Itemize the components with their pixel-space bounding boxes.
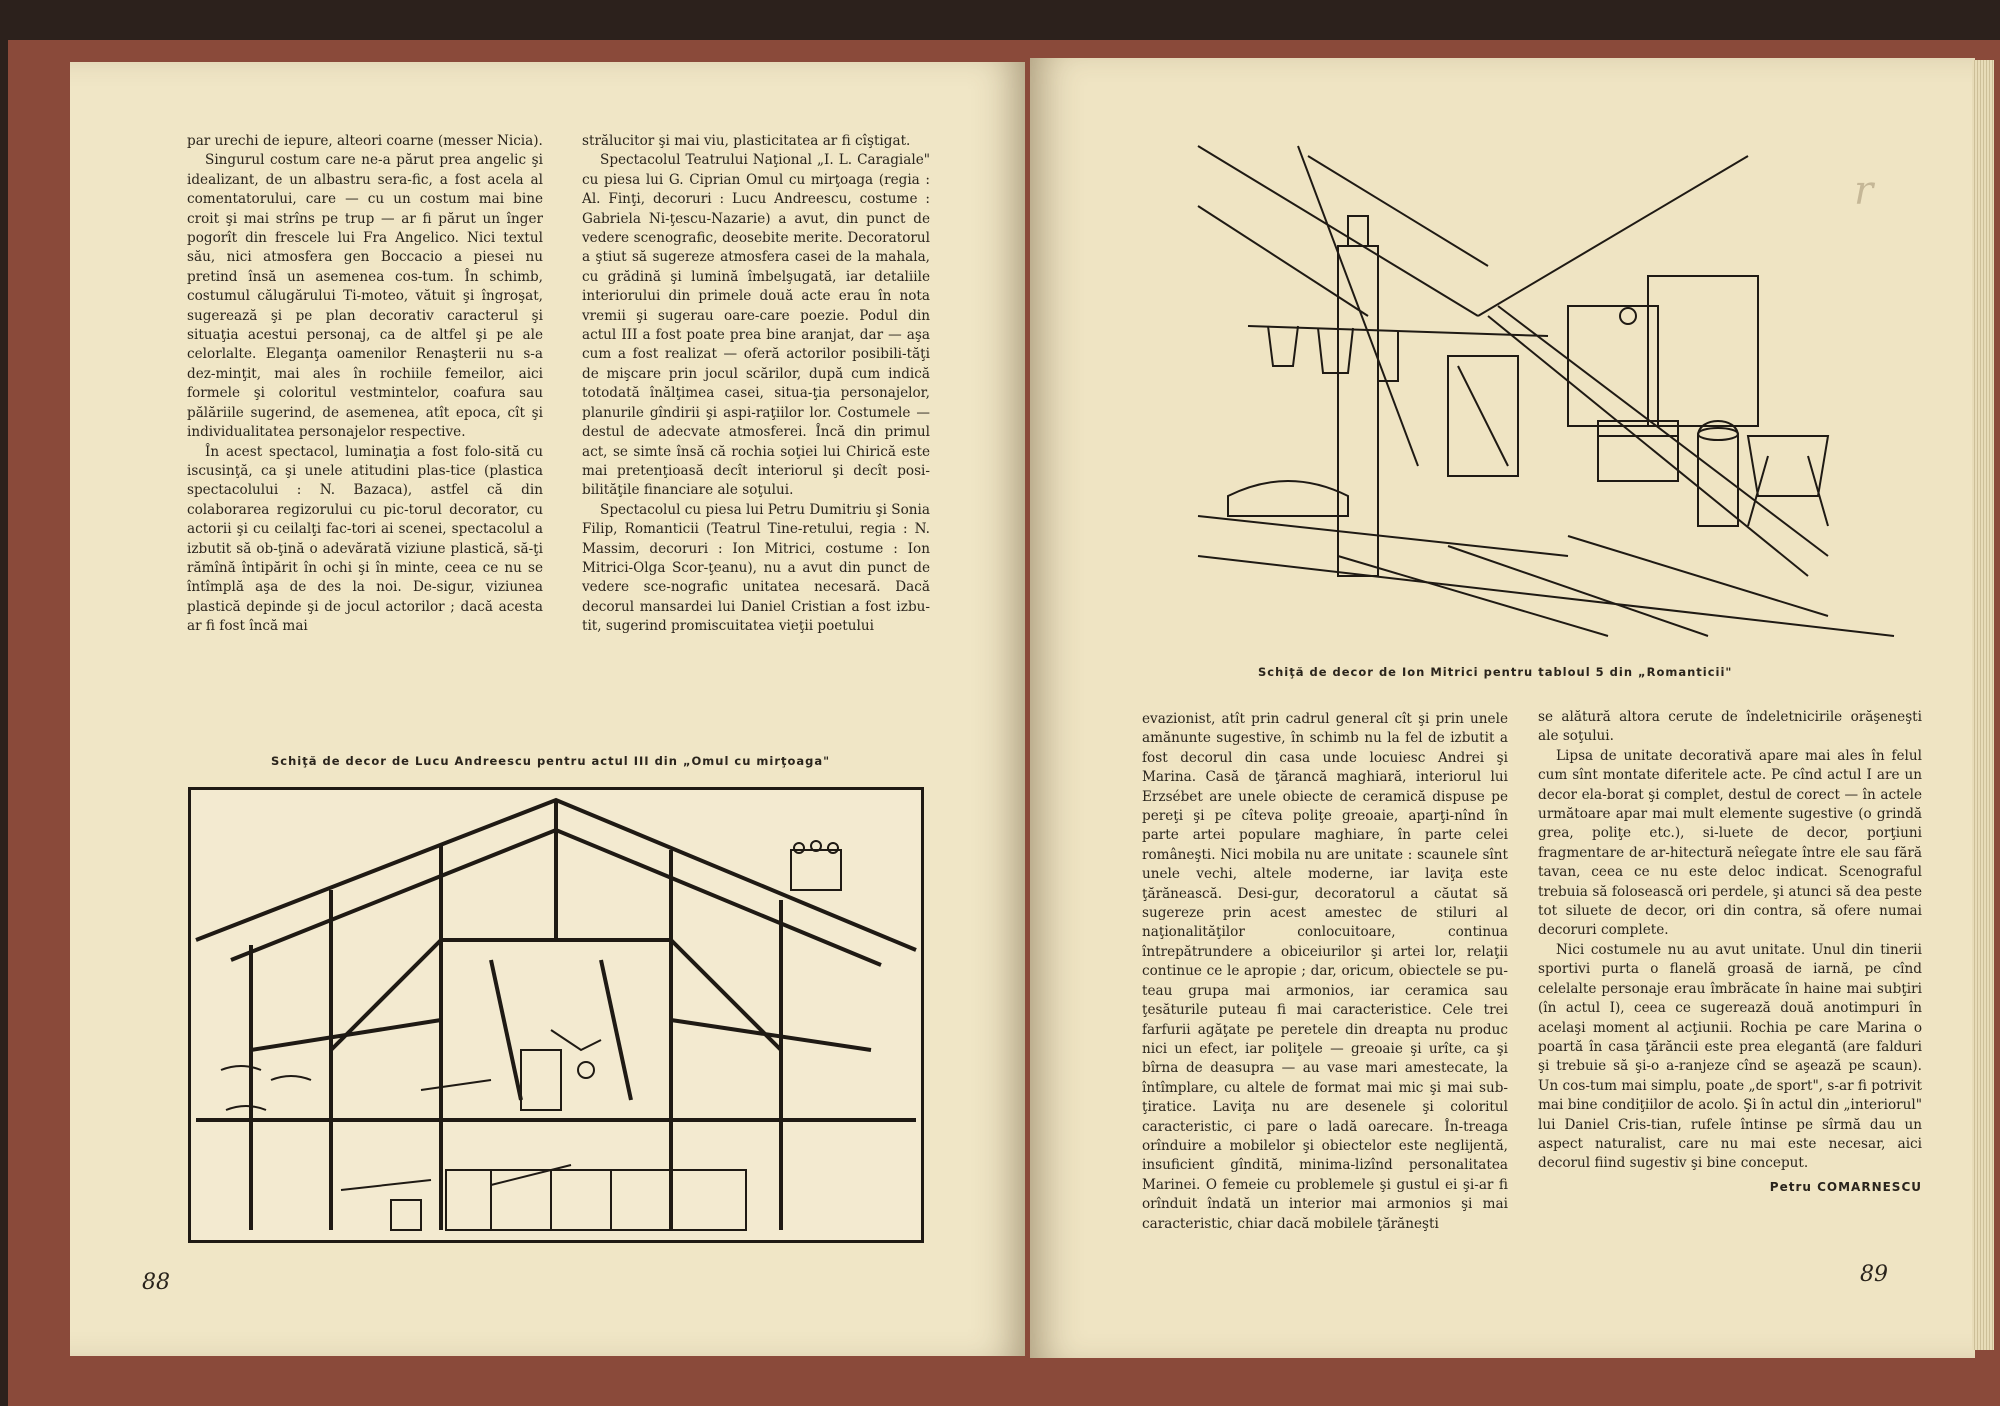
right-column-2 [1538,708,1922,1197]
attic-set-drawing [191,790,921,1240]
page-number-right: 89 [1860,1262,1888,1287]
author-signature: Petru COMARNESCU [1769,1179,1922,1194]
mansard-set-sketch [1188,136,1904,646]
right-sketch-caption: Schiţă de decor de Ion Mitrici pentru tabloul 5 din „Romanticii" [1258,665,1733,679]
paragraph: În acest spectacol, luminaţia a fost folo-sită cu iscusinţă, ca şi unele atitudini plas-tice (plastica spectacolului : N. Bazaca), astfel că din colaborarea regizorului cu pic-torul decorator, cu actorii şi cu ceilalţi fac-tori ai scenei, spectacolul a izbutit să ob-ţină o adevărată viziune plastică, să-ţi rămînă întipărit în ochi şi în minte, ceea ce nu se întîmplă aşa de des la noi. De-sigur, viziunea plastică depinde şi de jocul actorilor ; dacă acesta ar fi fost încă mai [187,443,543,635]
paragraph: Nici costumele nu au avut unitate. Unul din tinerii sportivi purta o flanelă groasă de iarnă, pe cînd celelalte personaje erau îmbrăcate în haine mai subţiri (în actul I), ceea ce sugerează două anotimpuri în acelaşi moment al acţiunii. Rochia pe care Marina o poartă în casa ţărăncii este prea elegantă (are falduri şi trebuie să şi-o a-ranjeze cînd se aşează pe scaun). Un cos-tum mai simplu, poate „de sport", s-ar fi potrivit mai bine condiţiilor de acolo. Şi în actul din „interiorul" lui Daniel Cris-tian, rufele întinse pe sîrmă dau un aspect naturalist, care nu mai este necesar, aici decorul fiind sugestiv şi bine conceput. [1538,941,1922,1172]
left-sketch-caption: Schiţă de decor de Lucu Andreescu pentru actul III din „Omul cu mirţoaga" [271,754,831,768]
right-column-2-text [1538,708,1922,1174]
paragraph: Spectacolul cu piesa lui Petru Dumitriu şi Sonia Filip, Romanticii (Teatrul Tine-retului, regia : N. Massim, decoruri : Ion Mitrici, costume : Ion Mitrici-Olga Scor-ţeanu), nu a avut din punct de vedere sce-nografic unitatea necesară. Dacă decorul mansardei lui Daniel Cristian a fost izbu-tit, sugerind promiscuitatea vieţii poetului [582,501,931,635]
left-column-1 [187,132,543,637]
right-column-1 [1142,710,1508,1234]
right-page [1030,58,1975,1358]
left-page [70,62,1025,1356]
paragraph: Spectacolul Teatrului Naţional „I. L. Caragiale" cu piesa lui G. Ciprian Omul cu mirţoaga (regia : Al. Finţi, decoruri : Lucu Andreescu, costume : Gabriela Ni-ţescu-Nazarie) a avut, din punct de vedere scenografic, deosebite merite. Decoratorul a ştiut să sugereze atmosfera casei de la mahala, cu grădină şi lumină îmbelşugată, iar detaliile interiorului din primele două acte erau în nota vremii şi sugerau oare-care poezie. Podul din actul III a fost poate prea bine aranjat, dar — aşa cum a fost realizat — oferă actorilor posibili-tăţi de mişcare prin jocul scărilor, după cum indică totodată înălţimea casei, situa-ţia personajelor, planurile gîndirii şi aspi-raţiilor lor. Costumele — destul de adecvate atmosferei. Încă din primul act, se simte însă că rochia soţiei lui Chirică este mai pretenţioasă decît interiorul şi decît posi-bilităţile financiare ale soţului. [582,152,930,499]
paragraph: se alătură altora cerute de îndeletnicirile orăşeneşti ale soţului. [1538,709,1922,745]
paragraph: strălucitor şi mai viu, plasticitatea ar fi cîştigat. [582,133,911,149]
paragraph: Singurul costum care ne-a părut prea angelic şi idealizant, de un albastru sera-fic, a fost acela al comentatorului, care — cu un costum mai bine croit şi mai strîns pe trup — ar fi părut un înger pogorît din frescele lui Fra Angelico. Nici textul său, nici atmosfera gen Boccacio a piesei nu pretind însă un asemenea cos-tum. În schimb, costumul călugărului Ti-moteo, vătuit şi îngroşat, sugerează şi pe plan decorativ caracterul şi situaţia acestui personaj, ca de altfel şi pe ale celorlalte. Eleganţa oamenilor Renaşterii nu s-a dez-minţit, mai ales în rochiile femeilor, aici formele şi coloritul vestmintelor, coafura sau pălăriile sugerind, de asemenea, atît epoca, cît şi individualitatea personajelor respective. [187,152,543,441]
paragraph: evazionist, atît prin cadrul general cît şi prin unele amănunte sugestive, în schimb nu la fel de izbutit a fost decorul din casa unde locuiesc Andrei şi Marina. Casă de ţărancă maghiară, interiorul lui Erzsébet are unele obiecte de ceramică dispuse pe pereţi şi pe cîteva poliţe greoaie, aparţi-nînd în parte artei populare maghiare, în parte celei româneşti. Nici mobila nu are unitate : scaunele sînt unele vechi, altele moderne, iar laviţa este ţărănească. Desi-gur, decoratorul a căutat să sugereze prin acest amestec de stiluri al naţionalităţilor conlocuitoare, continua întrepătrundere a obiceiurilor şi artei lor, relaţii continue ce le apropie ; dar, oricum, obiectele se pu-teau grupa mai armonios, iar ceramica sau ţesăturile puteau fi mai caracteristice. Cele trei farfurii agăţate pe peretele din dreapta nu produc nici un efect, iar poliţele — greoaie şi urîte, ca şi bîrna de deasupra — au vase mari amestecate, la întîmplare, cu altele de format mai mic şi mai sub-ţiratice. Laviţa nu are desenele şi coloritul caracteristic, ci pare o ladă oarecare. În-treaga orînduire a mobilelor şi obiectelor este neglijentă, insuficient gîndită, minima-lizînd personalitatea Marinei. O femeie cu problemele şi gustul ei şi-ar fi orînduit îndată un interior mai armonios şi mai caracteristic, chiar dacă mobilele ţărăneşti [1142,711,1508,1232]
page-number-left: 88 [142,1270,170,1295]
attic-set-sketch [188,787,924,1243]
bleed-through-text: r [1854,168,1874,214]
left-column-2 [582,132,930,637]
mansard-set-drawing [1188,136,1904,646]
paragraph: Lipsa de unitate decorativă apare mai ales în felul cum sînt montate diferitele acte. Pe cînd actul I are un decor ela-borat şi complet, destul de corect — în actele următoare apar mai mult elemente sugestive (o grindă grea, poliţe etc.), si-luete de decor, porţiuni fragmentare de ar-hitectură neîegate între ele sau fără tavan, ceea ce nu este deloc indicat. Scenograful trebuia să folosească ori perdele, şi atunci să dea peste tot siluete de decor, ori din contra, să ofere numai decoruri complete. [1538,747,1922,939]
page-edges [1972,60,1994,1350]
paragraph: par urechi de iepure, alteori coarne (messer Nicia). [187,133,543,149]
